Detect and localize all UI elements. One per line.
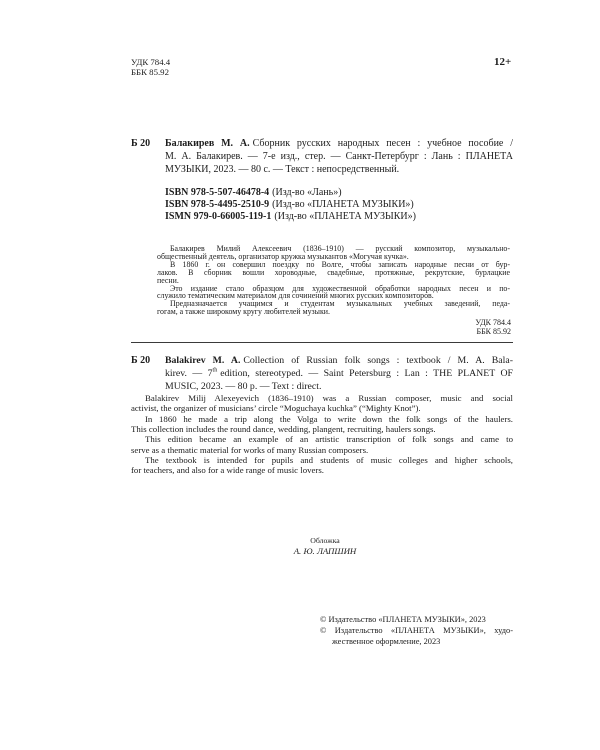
section-divider xyxy=(131,342,513,343)
catalog-edition-post: edition, stereotyped. — Saint Petersburg : Lan : THE PLANET OF xyxy=(220,368,513,379)
abstract-en-line: This collection includes the round dance, wedding, plangent, recruiting, haulers songs. xyxy=(131,423,436,434)
catalog-index-ru: Б 20 xyxy=(131,138,151,149)
catalog-line-ru: МУЗЫКИ, 2023. — 80 с. — Текст : непосредственный. xyxy=(165,164,400,175)
edition-superscript: th xyxy=(212,367,218,374)
catalog-title-ru: Сборник русских народных песен : учебное пособие / xyxy=(252,138,513,149)
catalog-index-en: Б 20 xyxy=(131,355,151,366)
isbn-code: ISBN 978-5-4495-2510-9 xyxy=(165,199,270,210)
isbn-line xyxy=(165,211,416,223)
bbk-code-top: ББК 85.92 xyxy=(131,67,169,77)
catalog-line-en xyxy=(165,367,513,380)
abstract-ru-line: В 1860 г. он совершил поездку по Волге, чтобы записать народные песни от бур- xyxy=(170,259,510,269)
abstract-en-line: for teachers, and also for a wide range of music lovers. xyxy=(131,465,324,476)
cover-label: Обложка xyxy=(310,536,340,545)
abstract-ru-line: общественный деятель, организатор кружка музыкантов «Могучая кучка». xyxy=(157,251,409,261)
copyright-line: © Издательство «ПЛАНЕТА МУЗЫКИ», худо- xyxy=(320,626,513,635)
catalog-author-en: Balakirev M. A. xyxy=(165,355,241,366)
abstract-en-line: The textbook is intended for pupils and students of music colleges and higher schools, xyxy=(145,454,513,465)
isbn-line xyxy=(165,199,414,211)
abstract-en-line: activist, the organizer of musicians’ circle “Moguchaya kuchka” (“Mighty Knot”). xyxy=(131,403,421,414)
catalog-edition-pre: kirev. — 7 xyxy=(165,368,213,379)
copyright-line: жественное оформление, 2023 xyxy=(332,637,441,646)
abstract-en-line: This edition became an example of an artistic transcription of folk songs and came to xyxy=(145,434,513,445)
catalog-line-en: MUSIC, 2023. — 80 p. — Text : direct. xyxy=(165,381,322,392)
isbn-publisher: (Изд-во «ПЛАНЕТА МУЗЫКИ») xyxy=(272,199,414,210)
catalog-line-ru: М. А. Балакирев. — 7-е изд., стер. — Санкт-Петербург : Лань : ПЛАНЕТА xyxy=(165,151,513,162)
isbn-code: ISBN 978-5-507-46478-4 xyxy=(165,187,270,198)
abstract-ru-line: Это издание стало образцом для художественной обработки народных песен и по- xyxy=(170,283,510,293)
abstract-en-line: In 1860 he made a trip along the Volga to write down the folk songs of the haulers. xyxy=(145,413,513,424)
abstract-ru-line: лаков. В сборник вошли хороводные, свадебные, протяжные, рекрутские, бурлацкие xyxy=(157,267,510,277)
ismn-code: ISMN 979-0-66005-119-1 xyxy=(165,211,272,222)
abstract-en-line: serve as a thematic material for works of many Russian composers. xyxy=(131,444,369,455)
abstract-ru-line: песни. xyxy=(157,275,179,285)
cover-artist: А. Ю. ЛАПШИН xyxy=(293,546,357,556)
catalog-title-en: Collection of Russian folk songs : textbook / M. A. Bala- xyxy=(243,355,513,366)
isbn-publisher: (Изд-во «ПЛАНЕТА МУЗЫКИ») xyxy=(274,211,416,222)
udk-code-bottom: УДК 784.4 xyxy=(475,318,511,327)
catalog-line-ru xyxy=(165,137,513,150)
age-rating-badge: 12+ xyxy=(494,56,512,68)
catalog-author-ru: Балакирев М. А. xyxy=(165,138,250,149)
abstract-ru-line: служило тематическим материалом для сочинений многих русских композиторов. xyxy=(157,291,434,301)
isbn-line xyxy=(165,187,342,199)
bbk-code-bottom: ББК 85.92 xyxy=(476,327,511,336)
abstract-ru-line: Балакирев Милий Алексеевич (1836–1910) — русский композитор, музыкально- xyxy=(170,244,510,253)
isbn-publisher: (Изд-во «Лань») xyxy=(272,187,342,198)
catalog-line-en xyxy=(165,354,513,367)
abstract-ru-line: Предназначается учащимся и студентам музыкальных учебных заведений, педа- xyxy=(170,299,510,309)
copyright-line: © Издательство «ПЛАНЕТА МУЗЫКИ», 2023 xyxy=(320,615,486,624)
udk-code-top: УДК 784.4 xyxy=(131,57,171,67)
abstract-en-line: Balakirev Milij Alexeyevich (1836–1910) was a Russian composer, music and social xyxy=(145,393,513,403)
abstract-ru-line: гогам, а также широкому кругу любителей музыки. xyxy=(157,307,330,317)
